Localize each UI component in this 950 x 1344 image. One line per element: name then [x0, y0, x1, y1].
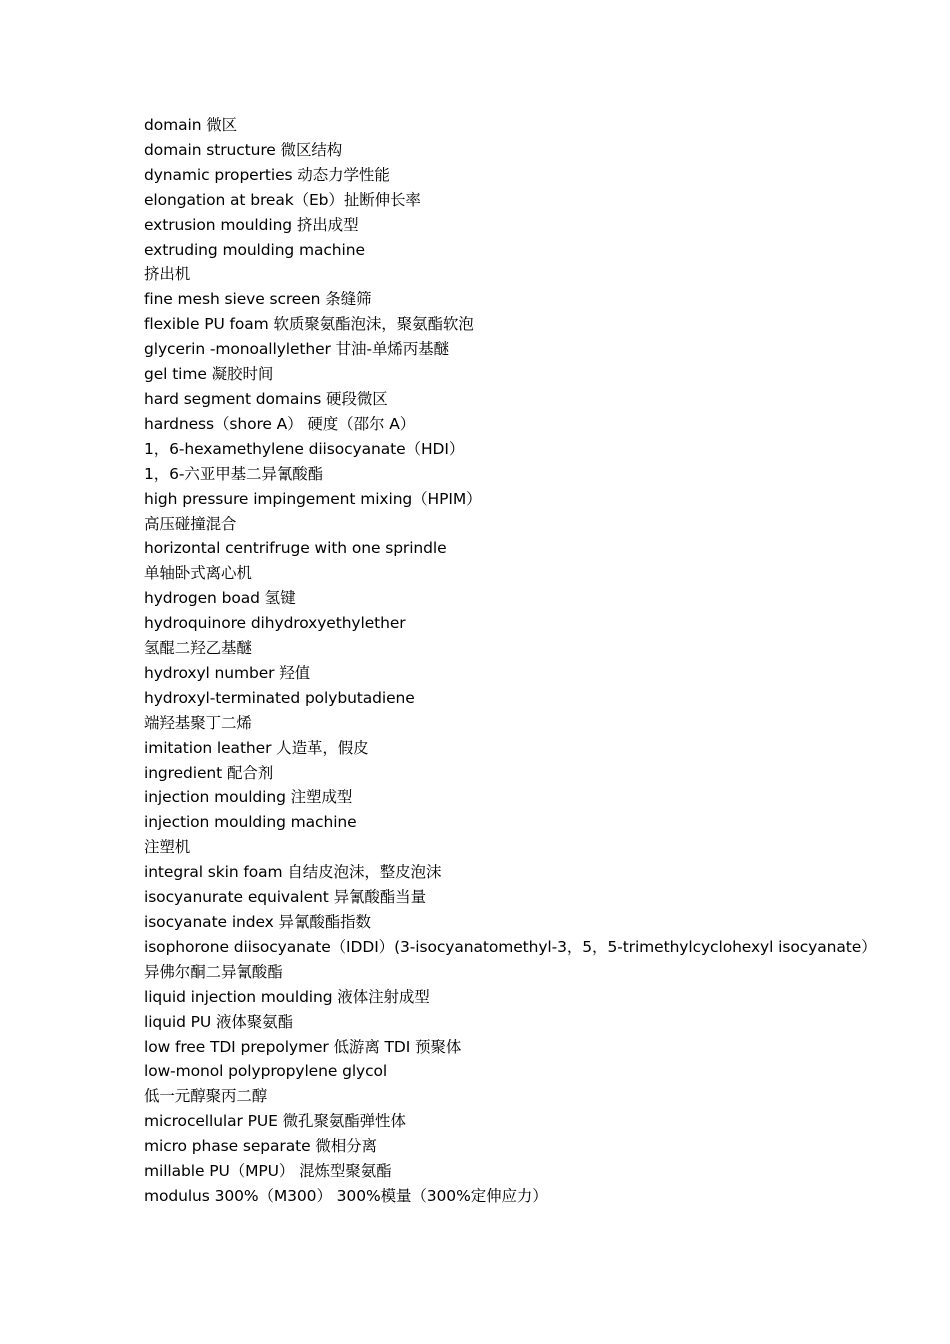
glossary-line: 异佛尔酮二异氰酸酯 — [144, 962, 283, 981]
glossary-line: horizontal centrifruge with one sprindle — [144, 539, 447, 558]
glossary-line: flexible PU foam 软质聚氨酯泡沫，聚氨酯软泡 — [144, 315, 474, 334]
glossary-line: isocyanate index 异氰酸酯指数 — [144, 913, 371, 931]
glossary-line: extrusion moulding 挤出成型 — [144, 215, 359, 234]
glossary-line: domain 微区 — [144, 116, 238, 134]
glossary-line: elongation at break（Eb）扯断伸长率 — [144, 190, 421, 209]
glossary-line: dynamic properties 动态力学性能 — [144, 165, 390, 184]
glossary-line: hard segment domains 硬段微区 — [144, 389, 388, 408]
glossary-line: modulus 300%（M300） 300%模量（300%定伸应力） — [144, 1186, 548, 1205]
glossary-line: 单轴卧式离心机 — [144, 564, 252, 583]
glossary-line: gel time 凝胶时间 — [144, 365, 274, 384]
glossary-line: domain structure 微区结构 — [144, 140, 343, 159]
glossary-line: liquid PU 液体聚氨酯 — [144, 1012, 293, 1031]
glossary-line: injection moulding machine — [144, 813, 357, 832]
glossary-line: 1，6-六亚甲基二异氰酸酯 — [144, 464, 324, 483]
glossary-line: isocyanurate equivalent 异氰酸酯当量 — [144, 888, 426, 907]
glossary-line: low-monol polypropylene glycol — [144, 1062, 388, 1081]
glossary-line: isophorone diisocyanate（IDDI）(3-isocyanatomethyl-3，5，5-trimethylcyclohexyl isocyanate） — [144, 937, 877, 956]
glossary-line: 低一元醇聚丙二醇 — [144, 1087, 268, 1106]
glossary-line: low free TDI prepolymer 低游离 TDI 预聚体 — [144, 1037, 462, 1056]
glossary-line: injection moulding 注塑成型 — [144, 788, 353, 807]
glossary-line: hydroxyl-terminated polybutadiene — [144, 688, 415, 707]
glossary-line: 1，6-hexamethylene diisocyanate（HDI） — [144, 439, 465, 458]
glossary-line: high pressure impingement mixing（HPIM） — [144, 489, 482, 508]
glossary-line: micro phase separate 微相分离 — [144, 1137, 377, 1156]
glossary-line: fine mesh sieve screen 条缝筛 — [144, 290, 372, 309]
glossary-line: millable PU（MPU） 混炼型聚氨酯 — [144, 1162, 392, 1181]
glossary-line: hydrogen boad 氢键 — [144, 589, 296, 608]
glossary-line: liquid injection moulding 液体注射成型 — [144, 987, 430, 1006]
glossary-line: microcellular PUE 微孔聚氨酯弹性体 — [144, 1112, 406, 1131]
glossary-line: 端羟基聚丁二烯 — [144, 713, 252, 732]
glossary-line: extruding moulding machine — [144, 240, 365, 259]
glossary-page — [144, 113, 934, 1209]
glossary-line: hydroquinore dihydroxyethylether — [144, 614, 406, 633]
glossary-line: glycerin -monoallylether 甘油-单烯丙基醚 — [144, 340, 449, 359]
glossary-line: 挤出机 — [144, 265, 191, 284]
glossary-line: ingredient 配合剂 — [144, 763, 274, 782]
glossary-line: 注塑机 — [144, 838, 191, 857]
glossary-line: hydroxyl number 羟值 — [144, 663, 311, 682]
glossary-line: 氢醌二羟乙基醚 — [144, 639, 252, 658]
glossary-line: 高压碰撞混合 — [144, 514, 237, 533]
glossary-line: integral skin foam 自结皮泡沫，整皮泡沫 — [144, 863, 442, 882]
glossary-line: imitation leather 人造革，假皮 — [144, 738, 369, 757]
glossary-line: hardness（shore A） 硬度（邵尔 A） — [144, 414, 416, 433]
